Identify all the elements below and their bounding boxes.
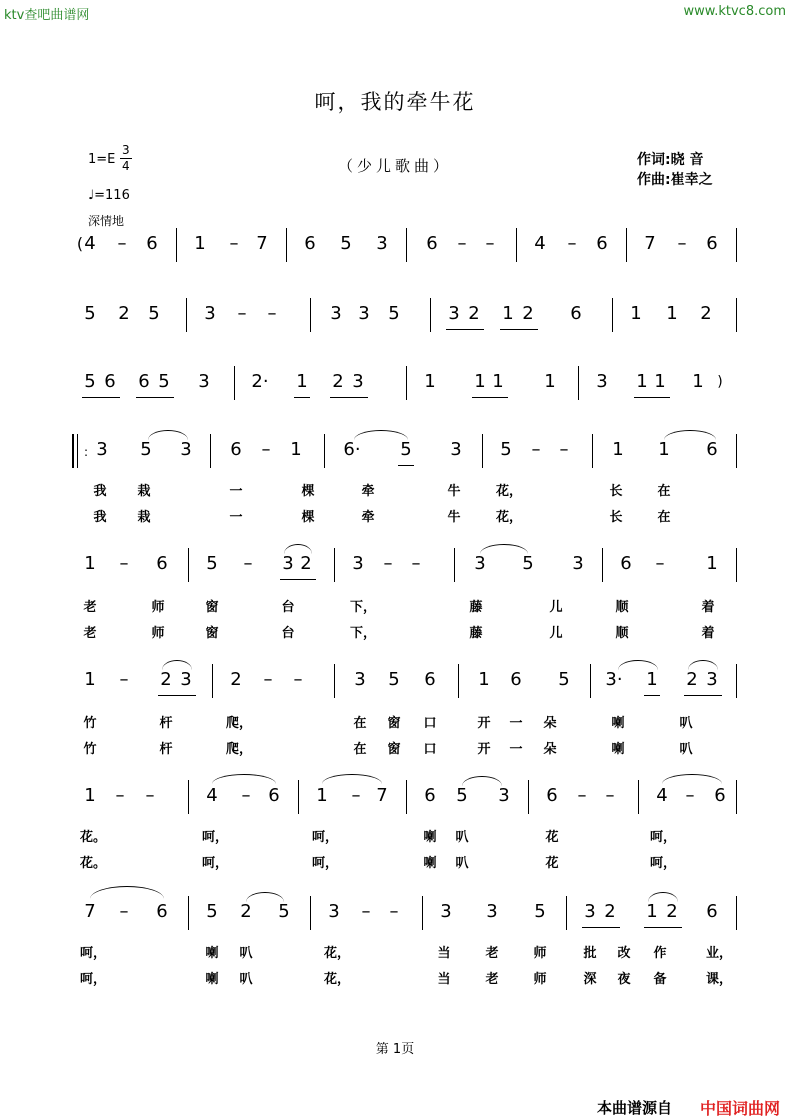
song-title: 呵，我的牵牛花: [314, 90, 476, 114]
notation-row-5: 1 – 6 5 – 3 2 3 – – 3 5 3 6 – 1: [78, 548, 738, 582]
site-watermark-left: ktv查吧曲谱网: [4, 8, 90, 23]
site-watermark-right: www.ktvc8.com: [683, 4, 786, 19]
page-number: 第 1页: [375, 1042, 415, 1057]
notation-row-3: 5 6 6 5 3 2· 1 2 3 1 1 1 1 3 1 1 1 ): [78, 366, 738, 400]
song-subtitle: （少儿歌曲）: [337, 157, 452, 175]
notation-row-1: ( 4 – 6 1 – 7 6 5 3 6 – – 4 – 6 7 – 6: [78, 228, 738, 262]
time-signature-bottom: 4: [122, 159, 130, 173]
time-signature-top: 3: [122, 143, 130, 157]
footer-source-label: 本曲谱源自: [596, 1099, 672, 1117]
tempo-marking: ♩=116: [88, 188, 130, 203]
key-signature: 1=E: [88, 152, 116, 167]
notation-row-8: 7 – 6 5 2 5 3 – – 3 3 5 3 2 1 2 6: [78, 896, 738, 930]
lyricist-credit: 作词:晓 音: [637, 152, 704, 168]
notation-row-7: 1 – – 4 – 6 1 – 7 6 5 3 6 – – 4 – 6: [78, 780, 738, 814]
notation-row-4: : 3 5 3 6 – 1 6· 5 3 5 – – 1 1 6: [78, 434, 738, 468]
expression-marking: 深情地: [88, 214, 125, 228]
footer-site-name: 中国词曲网: [699, 1099, 780, 1118]
notation-row-6: 1 – 2 3 2 – – 3 5 6 1 6 5 3· 1 2 3: [78, 664, 738, 698]
notation-row-2: 5 2 5 3 – – 3 3 5 3 2 1 2 6 1 1 2: [78, 298, 738, 332]
composer-credit: 作曲:崔幸之: [637, 172, 713, 188]
